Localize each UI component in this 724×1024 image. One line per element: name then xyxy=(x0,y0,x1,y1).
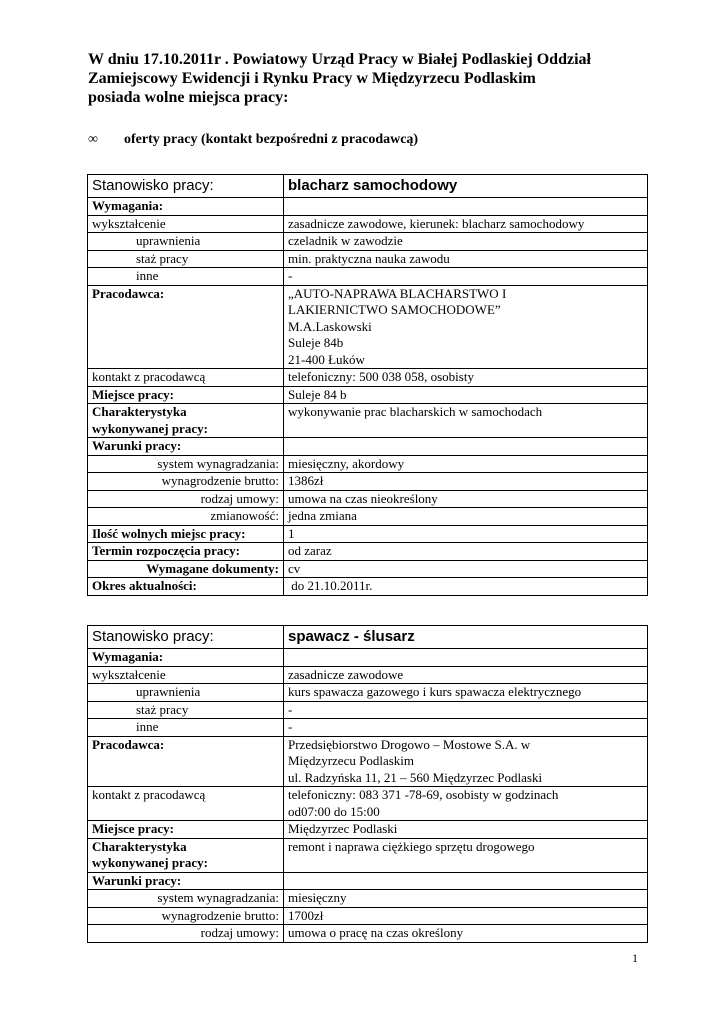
contact-label: kontakt z pracodawcą xyxy=(88,369,284,387)
workplace-label: Miejsce pracy: xyxy=(88,386,284,404)
table-row xyxy=(88,175,648,198)
empty-cell xyxy=(284,649,648,667)
subheading-text: oferty pracy (kontakt bezpośredni z pracodawcą) xyxy=(124,132,419,147)
table-row xyxy=(88,233,648,251)
contact-label: kontakt z pracodawcą xyxy=(88,787,284,821)
experience-label: staż pracy xyxy=(88,701,284,719)
employer-value xyxy=(284,285,648,369)
gross-salary-label: wynagrodzenie brutto: xyxy=(88,473,284,491)
workplace-label: Miejsce pracy: xyxy=(88,821,284,839)
employer-line: LAKIERNICTWO SAMOCHODOWE” xyxy=(288,302,501,317)
salary-system-value: miesięczny, akordowy xyxy=(284,455,648,473)
table-row xyxy=(88,872,648,890)
table-row xyxy=(88,198,648,216)
other-value: - xyxy=(284,268,648,286)
validity-label: Okres aktualności: xyxy=(88,578,284,596)
table-row xyxy=(88,787,648,821)
other-value: - xyxy=(284,719,648,737)
permissions-label: uprawnienia xyxy=(88,684,284,702)
table-row xyxy=(88,890,648,908)
offers-subheading xyxy=(88,131,668,149)
job-title-value: spawacz - ślusarz xyxy=(284,626,648,649)
table-row xyxy=(88,736,648,787)
table-row xyxy=(88,404,648,438)
documents-label: Wymagane dokumenty: xyxy=(88,560,284,578)
start-date-value: od zaraz xyxy=(284,543,648,561)
table-row xyxy=(88,925,648,943)
header-line-2: Zamiejscowy Ewidencji i Rynku Pracy w Międzyrzecu Podlaskim xyxy=(88,70,536,87)
contract-value: umowa na czas nieokreślony xyxy=(284,490,648,508)
job-offer-table-2 xyxy=(87,625,648,943)
employer-line: Międzyrzecu Podlaskim xyxy=(288,753,414,768)
employer-label: Pracodawca: xyxy=(88,285,284,369)
header-line-1: W dniu 17.10.2011r . Powiatowy Urząd Pracy w Białej Podlaskiej Oddział xyxy=(88,51,591,68)
empty-cell xyxy=(284,198,648,216)
other-label: inne xyxy=(88,719,284,737)
table-row xyxy=(88,490,648,508)
employer-label: Pracodawca: xyxy=(88,736,284,787)
gross-salary-value: 1386zł xyxy=(284,473,648,491)
table-row xyxy=(88,386,648,404)
employer-line: ul. Radzyńska 11, 21 – 560 Międzyrzec Podlaski xyxy=(288,769,543,785)
job-title-label: Stanowisko pracy: xyxy=(88,175,284,198)
contract-value: umowa o pracę na czas określony xyxy=(284,925,648,943)
conditions-label: Warunki pracy: xyxy=(88,438,284,456)
permissions-label: uprawnienia xyxy=(88,233,284,251)
gross-salary-value: 1700zł xyxy=(284,907,648,925)
contact-line: telefoniczny: 083 371 -78-69, osobisty w godzinach xyxy=(288,787,559,802)
job-title-label: Stanowisko pracy: xyxy=(88,626,284,649)
contact-value: telefoniczny: 500 038 058, osobisty xyxy=(284,369,648,387)
table-row xyxy=(88,543,648,561)
employer-line: M.A.Laskowski xyxy=(288,318,372,334)
gross-salary-label: wynagrodzenie brutto: xyxy=(88,907,284,925)
table-row xyxy=(88,684,648,702)
page-number: 1 xyxy=(632,951,638,965)
employer-line: Suleje 84b xyxy=(288,335,344,350)
permissions-value: kurs spawacza gazowego i kurs spawacza elektrycznego xyxy=(284,684,648,702)
shifts-label: zmianowość: xyxy=(88,508,284,526)
employer-value xyxy=(284,736,648,787)
vacancies-value: 1 xyxy=(284,525,648,543)
table-row xyxy=(88,525,648,543)
table-row xyxy=(88,250,648,268)
table-row xyxy=(88,268,648,286)
job-title-value: blacharz samochodowy xyxy=(284,175,648,198)
table-row xyxy=(88,666,648,684)
education-label: wykształcenie xyxy=(88,666,284,684)
table-row xyxy=(88,907,648,925)
job-offer-table-1 xyxy=(87,174,648,596)
table-row xyxy=(88,473,648,491)
start-date-label: Termin rozpoczęcia pracy: xyxy=(88,543,284,561)
characteristics-label xyxy=(88,404,284,438)
characteristics-label-line: wykonywanej pracy: xyxy=(92,420,208,436)
contract-label: rodzaj umowy: xyxy=(88,490,284,508)
experience-value: - xyxy=(284,701,648,719)
requirements-label: Wymagania: xyxy=(88,198,284,216)
salary-system-label: system wynagradzania: xyxy=(88,455,284,473)
other-label: inne xyxy=(88,268,284,286)
employer-line: 21-400 Łuków xyxy=(288,351,365,367)
table-row xyxy=(88,578,648,596)
table-row xyxy=(88,649,648,667)
vacancies-label: Ilość wolnych miejsc pracy: xyxy=(88,525,284,543)
workplace-value: Suleje 84 b xyxy=(284,386,648,404)
table-row xyxy=(88,285,648,369)
experience-label: staż pracy xyxy=(88,250,284,268)
education-value: zasadnicze zawodowe, kierunek: blacharz samochodowy xyxy=(284,215,648,233)
empty-cell xyxy=(284,438,648,456)
validity-value: do 21.10.2011r. xyxy=(284,578,648,596)
salary-system-value: miesięczny xyxy=(284,890,648,908)
documents-value: cv xyxy=(284,560,648,578)
education-value: zasadnicze zawodowe xyxy=(284,666,648,684)
characteristics-label-line: Charakterystyka xyxy=(92,404,187,419)
table-row xyxy=(88,626,648,649)
shifts-value: jedna zmiana xyxy=(284,508,648,526)
employer-line: „AUTO-NAPRAWA BLACHARSTWO I xyxy=(288,285,507,301)
workplace-value: Międzyrzec Podlaski xyxy=(284,821,648,839)
requirements-label: Wymagania: xyxy=(88,649,284,667)
characteristics-label xyxy=(88,838,284,872)
employer-line: Przedsiębiorstwo Drogowo – Mostowe S.A. w xyxy=(288,736,531,752)
characteristics-label-line: Charakterystyka xyxy=(92,838,187,854)
table-row xyxy=(88,369,648,387)
document-header xyxy=(88,50,668,107)
contract-label: rodzaj umowy: xyxy=(88,925,284,943)
table-row xyxy=(88,701,648,719)
table-row xyxy=(88,438,648,456)
table-row xyxy=(88,719,648,737)
table-row xyxy=(88,821,648,839)
table-row xyxy=(88,508,648,526)
salary-system-label: system wynagradzania: xyxy=(88,890,284,908)
infinity-bullet-icon: ∞ xyxy=(88,132,98,147)
education-label: wykształcenie xyxy=(88,215,284,233)
table-row xyxy=(88,560,648,578)
table-row xyxy=(88,838,648,872)
conditions-label: Warunki pracy: xyxy=(88,872,284,890)
empty-cell xyxy=(284,872,648,890)
contact-line: od07:00 do 15:00 xyxy=(288,803,380,819)
characteristics-label-line: wykonywanej pracy: xyxy=(92,855,208,870)
permissions-value: czeladnik w zawodzie xyxy=(284,233,648,251)
table-row xyxy=(88,215,648,233)
header-line-3: posiada wolne miejsca pracy: xyxy=(88,89,289,106)
characteristics-value: wykonywanie prac blacharskich w samochodach xyxy=(284,404,648,438)
experience-value: min. praktyczna nauka zawodu xyxy=(284,250,648,268)
contact-value xyxy=(284,787,648,821)
characteristics-value: remont i naprawa ciężkiego sprzętu drogowego xyxy=(284,838,648,872)
table-row xyxy=(88,455,648,473)
